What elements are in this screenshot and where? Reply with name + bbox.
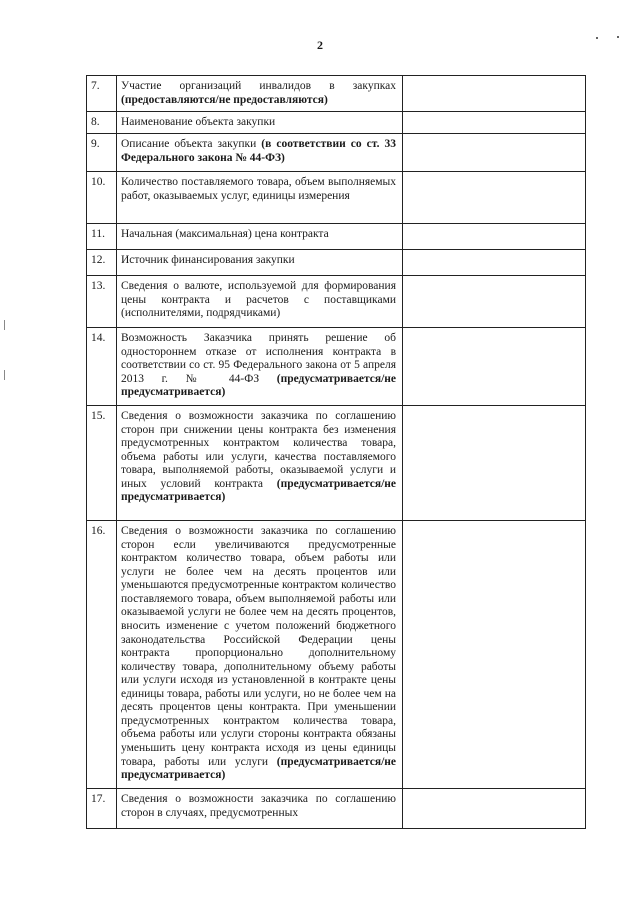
row-value-cell[interactable] xyxy=(403,112,586,134)
row-number: 14. xyxy=(87,328,117,406)
row-description xyxy=(117,172,403,224)
row-value-cell[interactable] xyxy=(403,172,586,224)
row-option-text: (предоставляются/не предоставляются) xyxy=(121,93,328,106)
row-number: 11. xyxy=(87,224,117,250)
table-row xyxy=(87,789,586,829)
row-number: 16. xyxy=(87,521,117,789)
row-description xyxy=(117,134,403,172)
table-row xyxy=(87,276,586,328)
table-row xyxy=(87,76,586,112)
row-number: 10. xyxy=(87,172,117,224)
row-text: Сведения о возможности заказчика по соглашению сторон при снижении цены контракта без изменения предусмотренных контрактом количества товара, объема работы или услуги, качества поставляемого товара, выполняемой работы, оказываемой услуги и иных условий контракта xyxy=(121,410,396,490)
table-row xyxy=(87,328,586,406)
row-number: 15. xyxy=(87,406,117,521)
table-row xyxy=(87,521,586,789)
row-value-cell[interactable] xyxy=(403,134,586,172)
row-number: 13. xyxy=(87,276,117,328)
row-description xyxy=(117,521,403,789)
row-value-cell[interactable] xyxy=(403,224,586,250)
row-number: 8. xyxy=(87,112,117,134)
row-text: Наименование объекта закупки xyxy=(121,116,276,128)
row-text: Источник финансирования закупки xyxy=(121,254,295,266)
row-text: Начальная (максимальная) цена контракта xyxy=(121,228,329,240)
row-value-cell[interactable] xyxy=(403,250,586,276)
row-description xyxy=(117,250,403,276)
row-text: Сведения о возможности заказчика по соглашению сторон если увеличиваются предусмотренные контрактом количество товара, объем работы или услуги не более чем на десять процентов или уменьшаются предусмотренные контрактом количество поставляемого товара, объем выполняемой работы или оказываемой услуги не более чем на десять процентов, вносить изменение с учетом положений бюджетного законодательства Российской Федерации цены контракта пропорционально дополнительному количеству товара, дополнительному объему работы или услуги исходя из установленной в контракте цены единицы товара, работы или услуги, но не более чем на десять процентов цены контракта. При уменьшении предусмотренных контрактом количества товара, объема работы или услуги стороны контракта обязаны уменьшить цену контракта исходя из цены единицы товара, работы или услуги xyxy=(121,525,396,768)
row-text: Сведения о возможности заказчика по соглашению сторон в случаях, предусмотренных xyxy=(121,793,396,819)
row-description xyxy=(117,276,403,328)
row-description xyxy=(117,224,403,250)
page-number: 2 xyxy=(317,38,323,52)
row-option-text: (предусматривается/не предусматривается) xyxy=(121,755,396,782)
table-row xyxy=(87,406,586,521)
row-description xyxy=(117,76,403,112)
row-text: Возможность Заказчика принять решение об одностороннем отказе от исполнения контракта в соответствии со ст. 95 Федерального закона от 5 апреля 2013 г. № 44-ФЗ xyxy=(121,332,396,385)
row-text: Сведения о валюте, используемой для формирования цены контракта и расчетов с поставщиками (исполнителями, подрядчиками) xyxy=(121,280,396,320)
table-row xyxy=(87,112,586,134)
procurement-info-table xyxy=(86,75,586,829)
row-value-cell[interactable] xyxy=(403,328,586,406)
row-description xyxy=(117,112,403,134)
row-number: 12. xyxy=(87,250,117,276)
row-text: Описание объекта закупки xyxy=(121,138,262,150)
row-value-cell[interactable] xyxy=(403,76,586,112)
row-number: 7. xyxy=(87,76,117,112)
row-option-text: (предусматривается/не предусматривается) xyxy=(121,372,396,399)
row-option-text: (в соответствии со ст. 33 Федерального закона № 44-ФЗ) xyxy=(121,138,396,164)
row-description xyxy=(117,406,403,521)
row-value-cell[interactable] xyxy=(403,521,586,789)
row-description xyxy=(117,328,403,406)
row-text: Участие организаций инвалидов в закупках xyxy=(121,80,396,92)
scan-mark xyxy=(4,320,5,330)
table-row xyxy=(87,172,586,224)
row-text: Количество поставляемого товара, объем выполняемых работ, оказываемых услуг, единицы измерения xyxy=(121,176,396,202)
scan-speck xyxy=(596,37,598,39)
scan-speck xyxy=(617,36,619,38)
row-value-cell[interactable] xyxy=(403,789,586,829)
row-value-cell[interactable] xyxy=(403,276,586,328)
table-row xyxy=(87,224,586,250)
row-value-cell[interactable] xyxy=(403,406,586,521)
row-number: 17. xyxy=(87,789,117,829)
scan-mark xyxy=(4,370,5,380)
table-row xyxy=(87,250,586,276)
row-option-text: (предусматривается/не предусматривается) xyxy=(121,477,396,504)
table-row xyxy=(87,134,586,172)
row-number: 9. xyxy=(87,134,117,172)
row-description xyxy=(117,789,403,829)
